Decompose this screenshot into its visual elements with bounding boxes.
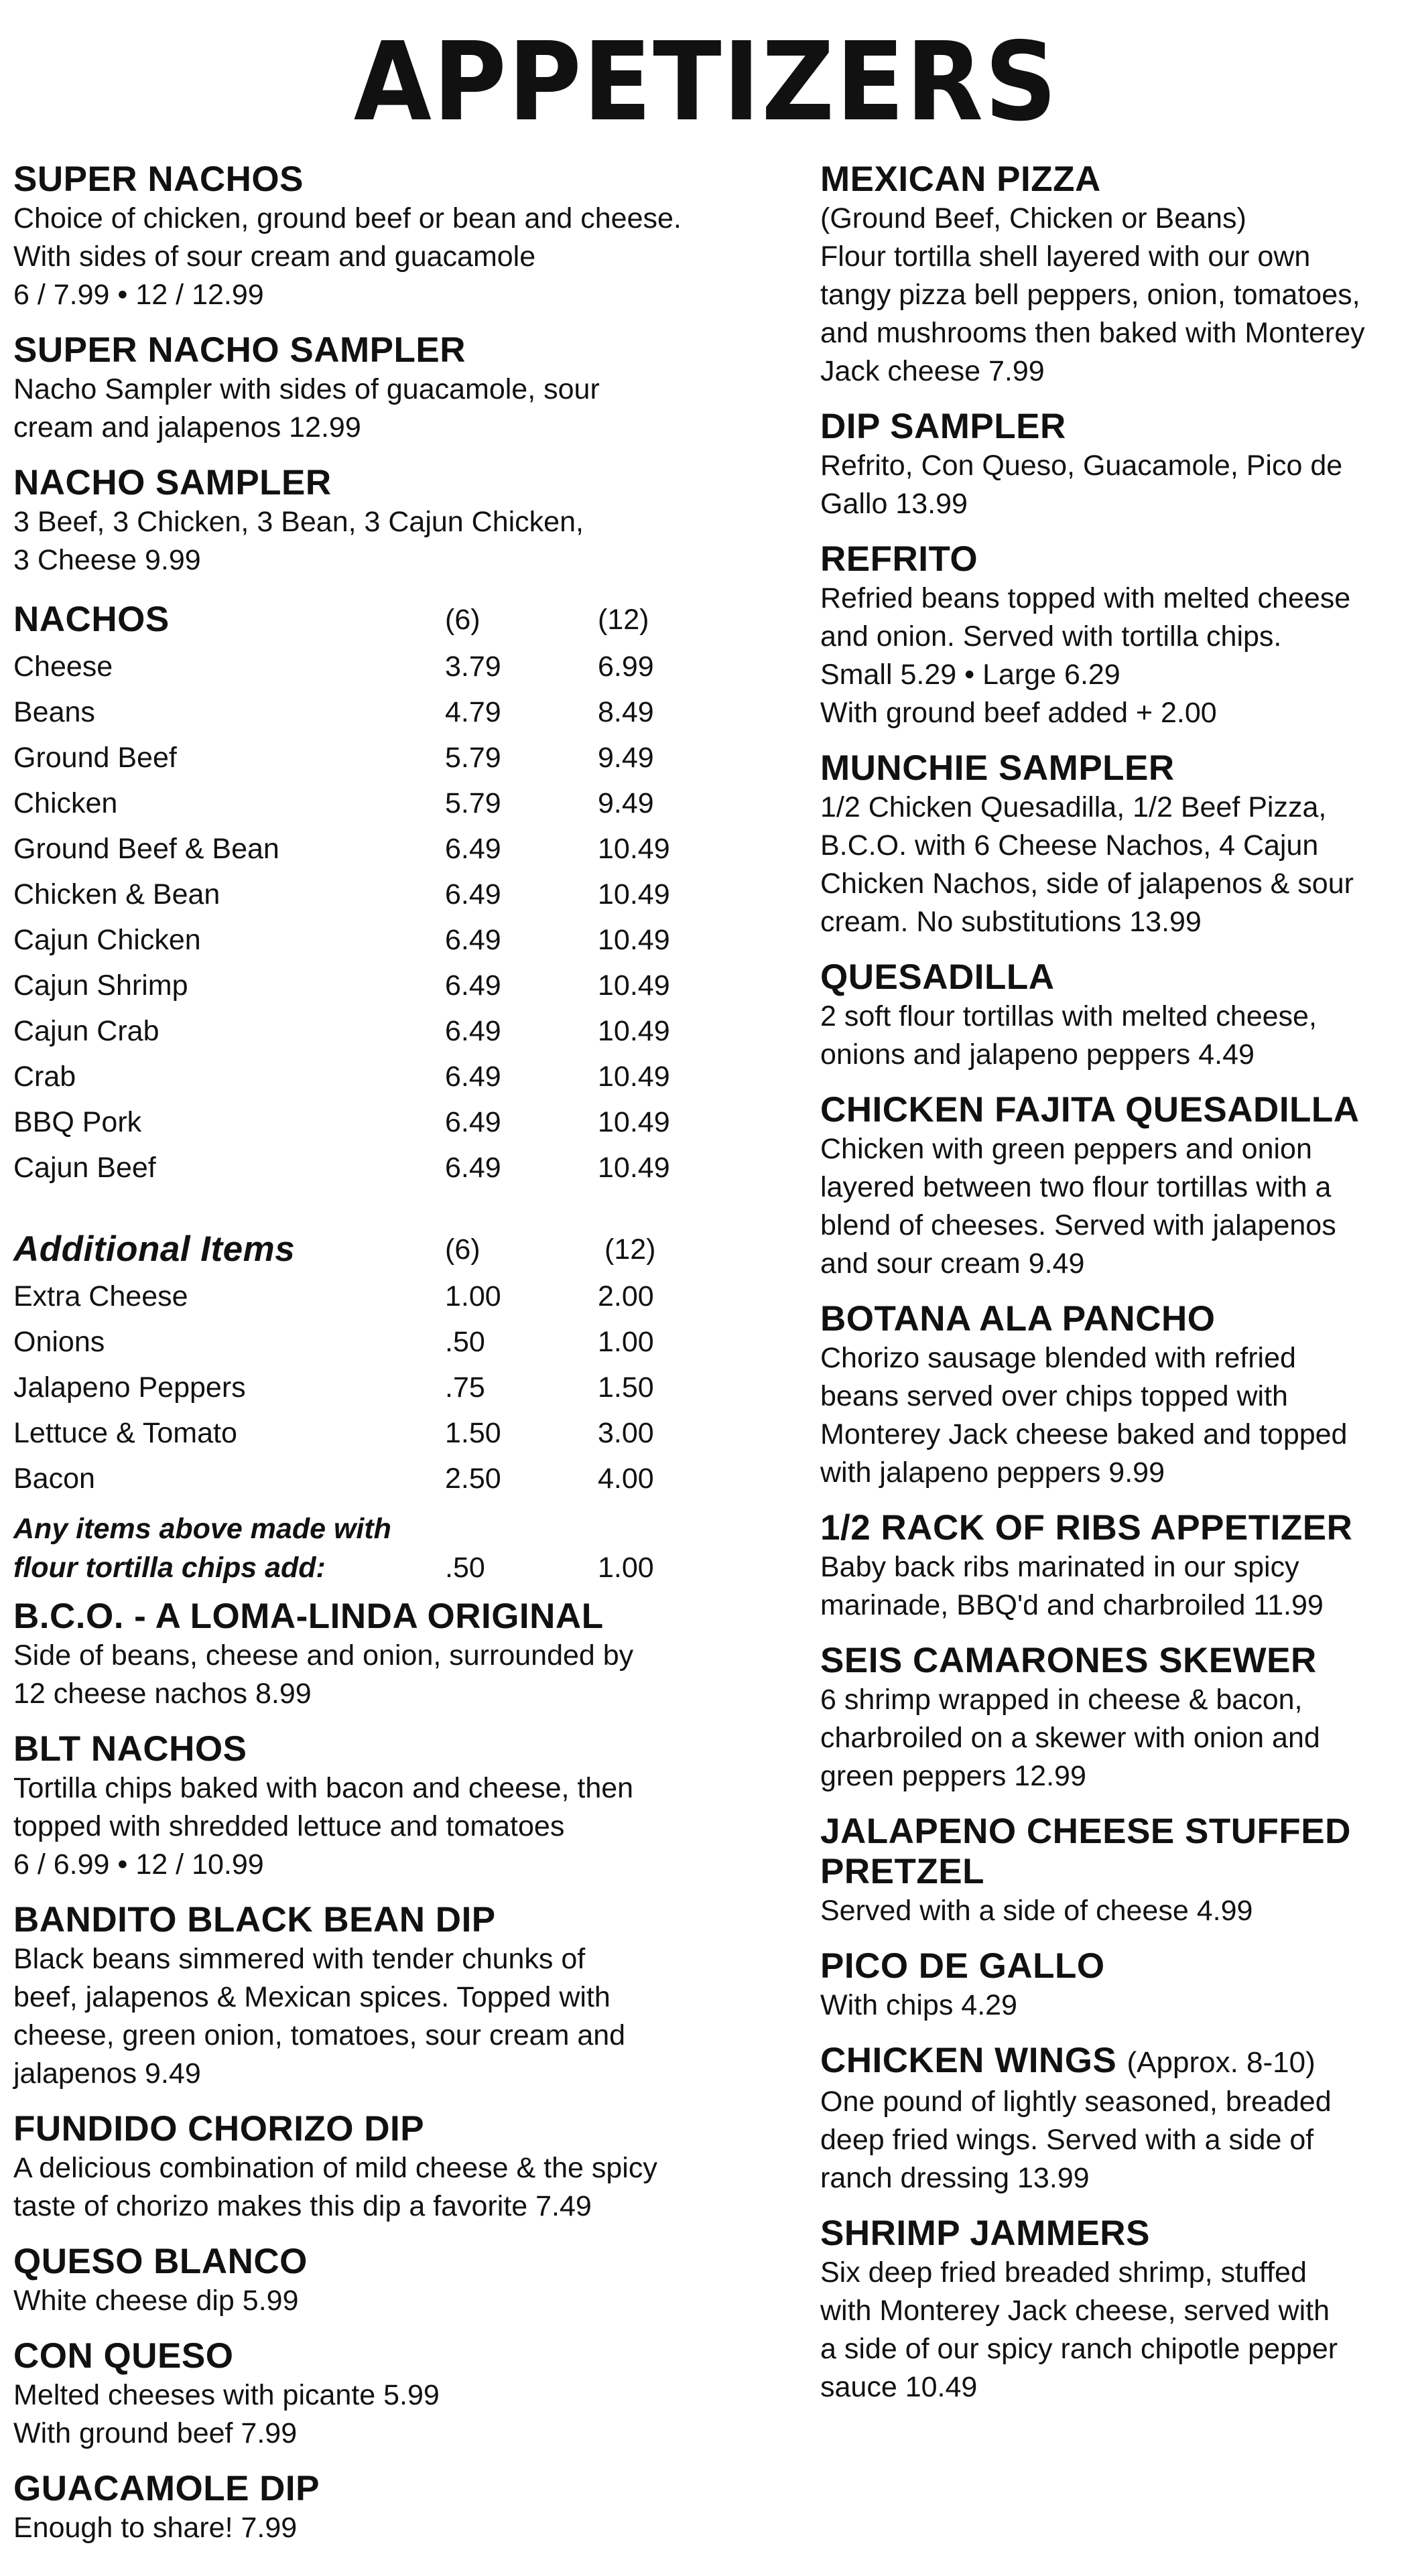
nachos-row [13, 1099, 724, 1145]
item-description: Chicken with green peppers and onion layered between two flour tortillas with a blend of cheeses. Served with jalapenos and sour cream 9.49 [820, 1133, 1336, 1280]
row-label: Extra Cheese [13, 1280, 188, 1312]
menu-item-guacamole-dip [13, 2469, 724, 2547]
item-name: FUNDIDO CHORIZO DIP [13, 2109, 425, 2149]
price-6: 3.79 [445, 651, 501, 683]
additional-row [13, 1319, 724, 1365]
price-12: 10.49 [598, 924, 670, 956]
item-name: QUESO BLANCO [13, 2242, 308, 2281]
item-description: Black beans simmered with tender chunks of beef, jalapenos & Mexican spices. Topped with cheese, green onion, tomatoes, sour cream and jalapenos 9.49 [13, 1943, 626, 2090]
item-name: SUPER NACHOS [13, 159, 304, 199]
price-12: 10.49 [598, 1152, 670, 1184]
menu-item-nacho-sampler [13, 463, 724, 580]
nachos-heading: NACHOS [13, 600, 170, 639]
item-description: Melted cheeses with picante 5.99 With ground beef 7.99 [13, 2379, 440, 2449]
right-column [820, 159, 1399, 2423]
price-12: 4.00 [598, 1463, 654, 1495]
tortilla-note: Any items above made with flour tortilla chips add: [13, 1513, 391, 1584]
tortilla-price-12: 1.00 [598, 1552, 654, 1584]
row-label: Chicken & Bean [13, 878, 220, 910]
item-description: Nacho Sampler with sides of guacamole, sour cream and jalapenos 12.99 [13, 373, 600, 444]
nachos-row [13, 1145, 724, 1191]
item-name: REFRITO [820, 539, 978, 579]
right-items [820, 159, 1399, 2406]
menu-item-super-nachos [13, 159, 724, 314]
item-description: 2 soft flour tortillas with melted cheese, onions and jalapeno peppers 4.49 [820, 1000, 1317, 1071]
price-6: .75 [445, 1371, 485, 1404]
item-name: MUNCHIE SAMPLER [820, 748, 1175, 788]
price-12: 10.49 [598, 833, 670, 865]
price-6: 5.79 [445, 787, 501, 819]
menu-item-bandito-black-bean-dip [13, 1900, 724, 2093]
item-name: CHICKEN WINGS (Approx. 8-10) [820, 2041, 1315, 2080]
item-name: GUACAMOLE DIP [13, 2469, 320, 2508]
row-label: Lettuce & Tomato [13, 1417, 237, 1449]
item-description: With chips 4.29 [820, 1989, 1017, 2021]
item-name: PICO DE GALLO [820, 1946, 1105, 1986]
row-label: Ground Beef & Bean [13, 833, 279, 865]
size-6-heading: (6) [445, 604, 480, 636]
item-name: JALAPENO CHEESE STUFFED PRETZEL [820, 1812, 1351, 1891]
price-12: 10.49 [598, 1106, 670, 1138]
menu-item-chicken-fajita-quesadilla [820, 1090, 1399, 1283]
price-12: 10.49 [598, 1061, 670, 1093]
row-label: Chicken [13, 787, 118, 819]
row-label: Crab [13, 1061, 76, 1093]
additional-row [13, 1365, 724, 1410]
item-name: BLT NACHOS [13, 1729, 247, 1769]
additional-items-heading: Additional Items [13, 1229, 296, 1269]
price-12: 1.50 [598, 1371, 654, 1404]
item-description: Served with a side of cheese 4.99 [820, 1895, 1253, 1927]
item-description: A delicious combination of mild cheese & the spicy taste of chorizo makes this dip a favorite 7.49 [13, 2152, 657, 2222]
menu-item-fundido-chorizo-dip [13, 2109, 724, 2226]
item-description: Enough to share! 7.99 [13, 2512, 298, 2544]
price-6: 1.50 [445, 1417, 501, 1449]
price-6: 6.49 [445, 833, 501, 865]
item-description: Refrito, Con Queso, Guacamole, Pico de Gallo 13.99 [820, 450, 1343, 520]
row-label: Beans [13, 696, 95, 728]
price-6: 6.49 [445, 1152, 501, 1184]
price-6: 4.79 [445, 696, 501, 728]
price-6: 2.50 [445, 1463, 501, 1495]
item-name: CON QUESO [13, 2336, 234, 2376]
item-name: SEIS CAMARONES SKEWER [820, 1641, 1317, 1680]
size-12-heading: (12) [598, 604, 649, 636]
item-name: 1/2 RACK OF RIBS APPETIZER [820, 1508, 1353, 1548]
menu-item-pico-de-gallo [820, 1946, 1399, 2025]
item-name: CHICKEN FAJITA QUESADILLA [820, 1090, 1360, 1130]
item-description: Baby back ribs marinated in our spicy marinade, BBQ'd and charbroiled 11.99 [820, 1551, 1324, 1621]
menu-item-1-2-rack-of-ribs-appetizer [820, 1508, 1399, 1625]
item-name: MEXICAN PIZZA [820, 159, 1101, 199]
menu-item-super-nacho-sampler [13, 330, 724, 447]
item-description: 6 shrimp wrapped in cheese & bacon, charbroiled on a skewer with onion and green peppers 12.99 [820, 1684, 1320, 1792]
tortilla-price-6: .50 [445, 1552, 485, 1584]
item-note: (Approx. 8-10) [1127, 2046, 1315, 2079]
price-12: 10.49 [598, 878, 670, 910]
item-description: Refried beans topped with melted cheese and onion. Served with tortilla chips. Small 5.29 • Large 6.29 With ground beef added + 2.00 [820, 582, 1351, 729]
nachos-rows [13, 644, 724, 1191]
size-12-heading: (12) [604, 1233, 656, 1266]
price-12: 6.99 [598, 651, 654, 683]
item-description: Six deep fried breaded shrimp, stuffed with Monterey Jack cheese, served with a side of our spicy ranch chipotle pepper sauce 10.49 [820, 2256, 1338, 2403]
item-description: (Ground Beef, Chicken or Beans) Flour tortilla shell layered with our own tangy pizza bell peppers, onion, tomatoes, and mushrooms then baked with Monterey Jack cheese 7.99 [820, 202, 1365, 387]
item-name: NACHO SAMPLER [13, 463, 332, 502]
nachos-row [13, 735, 724, 781]
price-6: .50 [445, 1326, 485, 1358]
price-12: 8.49 [598, 696, 654, 728]
menu-item-chicken-wings [820, 2041, 1399, 2197]
item-name: BANDITO BLACK BEAN DIP [13, 1900, 496, 1940]
item-description: White cheese dip 5.99 [13, 2285, 299, 2317]
menu-item-refrito [820, 539, 1399, 732]
price-12: 10.49 [598, 969, 670, 1002]
menu-item-blt-nachos [13, 1729, 724, 1884]
price-12: 1.00 [598, 1326, 654, 1358]
menu-item-mexican-pizza [820, 159, 1399, 391]
item-description: One pound of lightly seasoned, breaded deep fried wings. Served with a side of ranch dressing 13.99 [820, 2086, 1332, 2194]
item-name: SHRIMP JAMMERS [820, 2214, 1150, 2253]
row-label: Cajun Chicken [13, 924, 201, 956]
item-name: SUPER NACHO SAMPLER [13, 330, 466, 370]
price-6: 6.49 [445, 1106, 501, 1138]
left-top-items [13, 159, 724, 580]
nachos-header-row [13, 596, 724, 644]
flour-tortilla-upcharge [13, 1509, 724, 1587]
size-6-heading: (6) [445, 1233, 480, 1266]
row-label: BBQ Pork [13, 1106, 142, 1138]
nachos-row [13, 781, 724, 826]
row-label: Onions [13, 1326, 105, 1358]
price-6: 6.49 [445, 1015, 501, 1047]
page-title: APPETIZERS [353, 19, 1059, 145]
row-label: Cajun Shrimp [13, 969, 188, 1002]
nachos-row [13, 689, 724, 735]
price-6: 5.79 [445, 742, 501, 774]
item-description: Side of beans, cheese and onion, surrounded by 12 cheese nachos 8.99 [13, 1639, 634, 1710]
price-6: 6.49 [445, 878, 501, 910]
menu-item-queso-blanco [13, 2242, 724, 2320]
menu-item-jalapeno-cheese-stuffed-pretzel [820, 1812, 1399, 1930]
menu-item-con-queso [13, 2336, 724, 2453]
additional-header-row [13, 1225, 724, 1274]
price-6: 6.49 [445, 924, 501, 956]
row-label: Cheese [13, 651, 113, 683]
item-name: DIP SAMPLER [820, 407, 1066, 446]
menu-item-shrimp-jammers [820, 2214, 1399, 2406]
item-description: 3 Beef, 3 Chicken, 3 Bean, 3 Cajun Chicken, 3 Cheese 9.99 [13, 506, 584, 576]
price-12: 9.49 [598, 787, 654, 819]
item-description: Tortilla chips baked with bacon and cheese, then topped with shredded lettuce and tomatoes 6 / 6.99 • 12 / 10.99 [13, 1772, 634, 1881]
price-6: 6.49 [445, 969, 501, 1002]
nachos-table [13, 596, 724, 1191]
row-label: Bacon [13, 1463, 95, 1495]
additional-row [13, 1274, 724, 1319]
price-12: 3.00 [598, 1417, 654, 1449]
item-description: Choice of chicken, ground beef or bean and cheese. With sides of sour cream and guacamole 6 / 7.99 • 12 / 12.99 [13, 202, 682, 311]
nachos-row [13, 872, 724, 917]
menu-item-quesadilla [820, 957, 1399, 1074]
nachos-row [13, 963, 724, 1008]
row-label: Ground Beef [13, 742, 177, 774]
nachos-row [13, 917, 724, 963]
menu-item-dip-sampler [820, 407, 1399, 523]
nachos-row [13, 1008, 724, 1054]
left-bottom-items [13, 1597, 724, 2547]
item-name: B.C.O. - A LOMA-LINDA ORIGINAL [13, 1597, 604, 1636]
item-description: Chorizo sausage blended with refried beans served over chips topped with Monterey Jack cheese baked and topped with jalapeno peppers 9.99 [820, 1342, 1348, 1489]
menu-item-munchie-sampler [820, 748, 1399, 941]
menu-item-seis-camarones-skewer [820, 1641, 1399, 1795]
additional-rows [13, 1274, 724, 1501]
nachos-row [13, 1054, 724, 1099]
price-12: 10.49 [598, 1015, 670, 1047]
price-12: 9.49 [598, 742, 654, 774]
item-name: QUESADILLA [820, 957, 1055, 997]
additional-row [13, 1410, 724, 1456]
additional-items-table [13, 1225, 724, 1501]
row-label: Cajun Beef [13, 1152, 156, 1184]
price-6: 6.49 [445, 1061, 501, 1093]
left-column [13, 159, 724, 2563]
nachos-row [13, 826, 724, 872]
additional-row [13, 1456, 724, 1501]
menu-item-botana-ala-pancho [820, 1299, 1399, 1492]
price-12: 2.00 [598, 1280, 654, 1312]
price-6: 1.00 [445, 1280, 501, 1312]
row-label: Cajun Crab [13, 1015, 159, 1047]
row-label: Jalapeno Peppers [13, 1371, 246, 1404]
menu-item-b-c-o-a-loma-linda-original [13, 1597, 724, 1713]
item-name: BOTANA ALA PANCHO [820, 1299, 1216, 1339]
item-description: 1/2 Chicken Quesadilla, 1/2 Beef Pizza, B.C.O. with 6 Cheese Nachos, 4 Cajun Chicken Nachos, side of jalapenos & sour cream. No substitutions 13.99 [820, 791, 1354, 938]
nachos-row [13, 644, 724, 689]
